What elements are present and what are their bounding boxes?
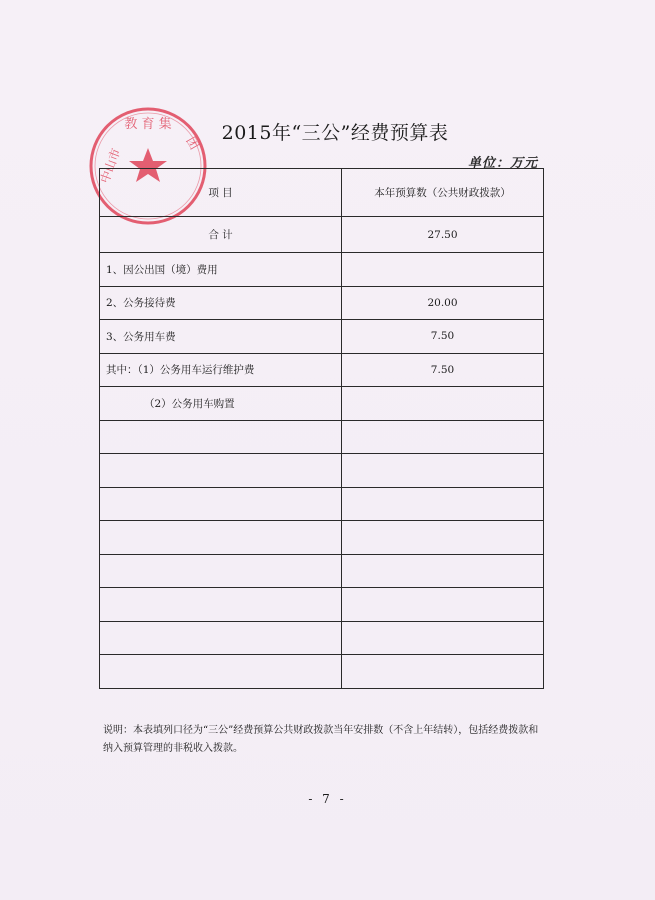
header-amount: 本年预算数（公共财政拨款）: [342, 169, 544, 217]
row-amount: [342, 655, 544, 689]
row-item: 其中：（1）公务用车运行维护费: [100, 353, 342, 387]
table-row: [100, 353, 544, 387]
row-amount: [342, 454, 544, 488]
row-item: [100, 588, 342, 622]
table-row: [100, 320, 544, 354]
table-row: [100, 253, 544, 287]
table-row: [100, 554, 544, 588]
row-item: [100, 655, 342, 689]
document-title: 2015年“三公”经费预算表: [221, 122, 449, 144]
row-item: [100, 554, 342, 588]
header-item: 项 目: [100, 169, 342, 217]
table-row: [100, 521, 544, 555]
row-amount: 7.50: [342, 353, 544, 387]
row-amount: [342, 588, 544, 622]
svg-text:教 育 集: 教 育 集: [124, 117, 172, 132]
table-row: [100, 420, 544, 454]
row-item: 1、因公出国（境）费用: [100, 253, 342, 287]
table-row: [100, 217, 544, 253]
table-row: [100, 387, 544, 421]
row-amount: [342, 420, 544, 454]
row-amount: [342, 253, 544, 287]
table-row: [100, 286, 544, 320]
table-row: [100, 588, 544, 622]
table-row: [100, 487, 544, 521]
row-item: 3、公务用车费: [100, 320, 342, 354]
svg-text:中山市: 中山市: [97, 146, 124, 186]
svg-text:团: 团: [183, 134, 202, 152]
table-row: [100, 655, 544, 689]
table-row: [100, 454, 544, 488]
row-item: [100, 521, 342, 555]
row-item: [100, 454, 342, 488]
row-amount: 20.00: [342, 286, 544, 320]
row-amount: [342, 387, 544, 421]
row-item: [100, 621, 342, 655]
budget-table: [99, 168, 544, 689]
unit-annotation: 单位：万元: [468, 156, 539, 171]
row-item: [100, 420, 342, 454]
row-amount: [342, 487, 544, 521]
row-amount: [342, 621, 544, 655]
row-item: [100, 487, 342, 521]
row-amount: [342, 521, 544, 555]
row-amount: 27.50: [342, 217, 544, 253]
row-item: 合 计: [100, 217, 342, 253]
page-number: - 7 -: [308, 792, 347, 806]
row-item: （2）公务用车购置: [100, 387, 342, 421]
row-amount: 7.50: [342, 320, 544, 354]
row-item: 2、公务接待费: [100, 286, 342, 320]
row-amount: [342, 554, 544, 588]
table-row: [100, 621, 544, 655]
table-header-row: [100, 169, 544, 217]
footnote: 说明：本表填列口径为“三公”经费预算公共财政拨款当年安排数（不含上年结转），包括经费拨款和纳入预算管理的非税收入拨款。: [103, 725, 539, 754]
